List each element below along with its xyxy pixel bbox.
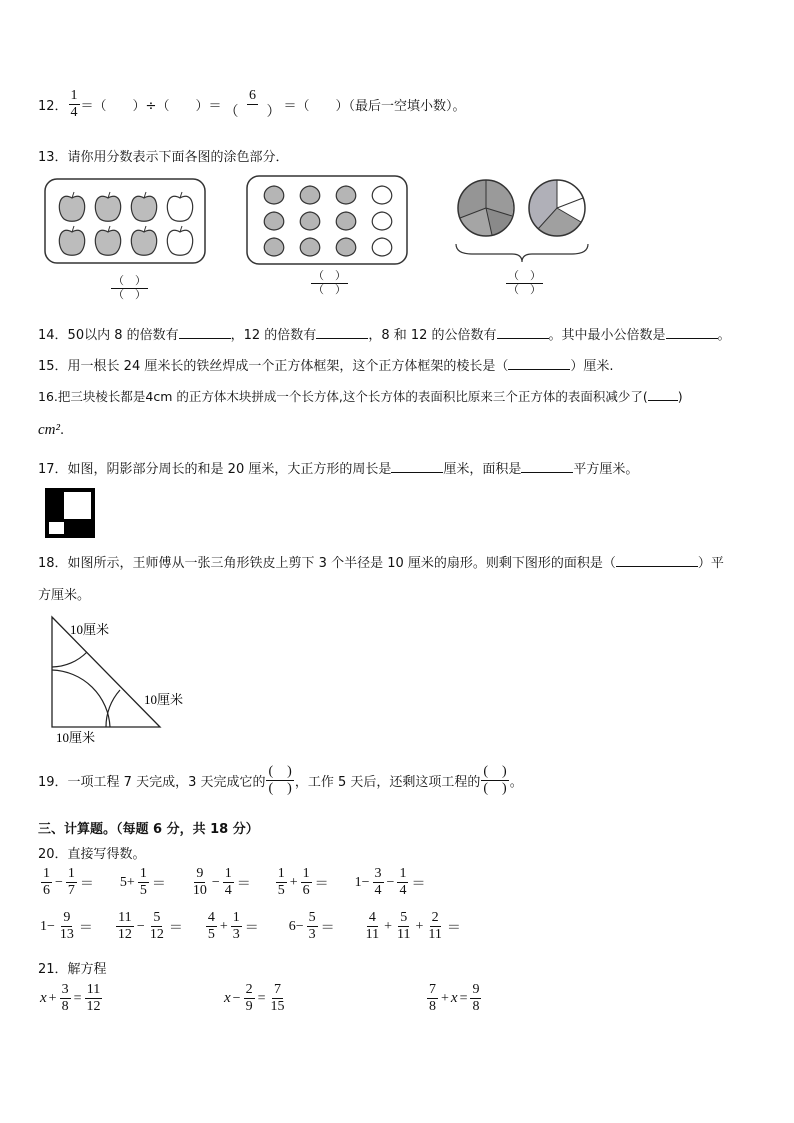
q20-expr: $\frac{4}{11}$ + $\frac{5}{11}$ + $\frac{2}{11}$ ＝ <box>365 910 461 942</box>
q20-expr: 5+ $\frac{1}{5}$ ＝ <box>119 866 166 898</box>
q13-answer-3: （ ） （ ） <box>508 270 541 296</box>
question-14: 14．50以内 8 的倍数有 ，12 的倍数有 ，8 和 12 的公倍数有 。其中最小公倍数是 。 <box>38 328 731 343</box>
square-figure <box>45 488 95 538</box>
q20-expr: 6− $\frac{5}{3}$ ＝ <box>288 910 335 942</box>
blank[interactable] <box>391 460 443 473</box>
apple-shaded <box>131 230 156 255</box>
label-bottom: 10厘米 <box>56 730 96 745</box>
q12-text-1: ＝（ ）÷（ ）＝ <box>80 99 222 114</box>
question-16: 16.把三块棱长都是4cm 的正方体木块拼成一个长方体,这个长方体的表面积比原来三个正方体的表面积减少了( ) <box>38 389 683 404</box>
q20-row-1 <box>40 866 427 899</box>
apple-shaded <box>95 196 120 221</box>
q20-expr: $\frac{11}{12}$ − $\frac{5}{12}$ ＝ <box>117 910 183 942</box>
q12-number: 12． <box>38 99 68 114</box>
blank[interactable] <box>666 326 718 339</box>
q12-fraction-2: $\frac{6}{( )}$ <box>224 88 281 120</box>
peach-shaded <box>336 186 356 204</box>
peach-box-figure <box>246 175 408 265</box>
peach-shaded <box>300 238 320 256</box>
blank[interactable] <box>497 326 549 339</box>
q19-fraction-2[interactable]: $\frac{( )}{( )}$ <box>483 764 507 796</box>
peach-shaded <box>300 212 320 230</box>
peach-shaded <box>264 212 284 230</box>
q13-text: 13．请你用分数表示下面各图的涂色部分． <box>38 150 289 165</box>
apple-shaded <box>95 230 120 255</box>
q21-equation-2: x − $\frac{2}{9}$ = $\frac{7}{15}$ <box>224 982 285 1014</box>
q12-fraction-1: $\frac{1}{4}$ <box>70 88 78 120</box>
blank[interactable] <box>508 357 570 370</box>
brace <box>456 244 588 262</box>
q12-text-2: ＝（ ）（最后一空填小数）。 <box>283 99 466 114</box>
q16-unit-line: cm². <box>38 422 65 438</box>
peach-unshaded <box>372 212 392 230</box>
label-right: 10厘米 <box>144 692 184 707</box>
peach-shaded <box>264 238 284 256</box>
question-15: 15．用一根长 24 厘米长的铁丝焊成一个正方体框架，这个正方体框架的棱长是（ ）厘米. <box>38 359 614 374</box>
label-top: 10厘米 <box>70 622 110 637</box>
apple-unshaded <box>167 230 192 255</box>
q20-expr: $\frac{4}{5}$ + $\frac{1}{3}$ ＝ <box>207 910 259 942</box>
q18-line2: 方厘米。 <box>38 588 91 603</box>
question-17: 17．如图，阴影部分周长的和是 20 厘米，大正方形的周长是 厘米，面积是 平方厘米。 <box>38 462 639 477</box>
blank[interactable] <box>179 326 231 339</box>
q20-expr: 1− $\frac{9}{13}$ ＝ <box>40 910 93 942</box>
q20-expr: $\frac{1}{5}$ + $\frac{1}{6}$ ＝ <box>277 866 329 898</box>
peach-shaded <box>336 238 356 256</box>
question-12 <box>38 88 465 121</box>
apple-box-figure <box>44 178 206 264</box>
q21-equation-3: $\frac{7}{8}$ + x = $\frac{9}{8}$ <box>429 982 480 1014</box>
blank[interactable] <box>316 326 368 339</box>
question-18: 18．如图所示，王师傅从一张三角形铁皮上剪下 3 个半径是 10 厘米的扇形。则剩下图形的面积是（ ）平 <box>38 556 724 571</box>
peach-shaded <box>300 186 320 204</box>
section-3-heading: 三、计算题。（每题 6 分，共 18 分） <box>38 822 259 837</box>
q19-fraction-1[interactable]: $\frac{( )}{( )}$ <box>268 764 292 796</box>
apple-unshaded <box>167 196 192 221</box>
q21-equation-1: x + $\frac{3}{8}$ = $\frac{11}{12}$ <box>40 982 101 1014</box>
q13-answer-1: （ ） （ ） <box>113 275 146 301</box>
q20-row-2 <box>38 910 463 943</box>
question-19: 19．一项工程 7 天完成，3 天完成它的 $\frac{( )}{( )}$ ，工作 5 天后，还剩这项工程的 $\frac{( )}{( )}$ 。 <box>38 764 523 796</box>
circles-figure <box>452 176 592 266</box>
circle-left <box>458 180 514 236</box>
blank[interactable] <box>521 460 573 473</box>
blank[interactable] <box>616 554 698 567</box>
peach-shaded <box>264 186 284 204</box>
q21-title: 21．解方程 <box>38 962 107 977</box>
peach-unshaded <box>372 238 392 256</box>
q13-answer-2: （ ） （ ） <box>313 270 346 296</box>
peach-unshaded <box>372 186 392 204</box>
apple-shaded <box>59 230 84 255</box>
q20-expr: 1− $\frac{3}{4}$ − $\frac{1}{4}$ ＝ <box>354 866 426 898</box>
blank[interactable] <box>648 388 678 401</box>
peach-shaded <box>336 212 356 230</box>
q20-title: 20．直接写得数。 <box>38 847 146 862</box>
q20-expr: $\frac{1}{6}$ − $\frac{1}{7}$ ＝ <box>43 866 94 898</box>
q20-expr: $\frac{9}{10}$ − $\frac{1}{4}$ ＝ <box>192 866 251 898</box>
triangle-figure <box>40 612 210 747</box>
apple-shaded <box>59 196 84 221</box>
apple-shaded <box>131 196 156 221</box>
circle-right <box>529 180 585 236</box>
